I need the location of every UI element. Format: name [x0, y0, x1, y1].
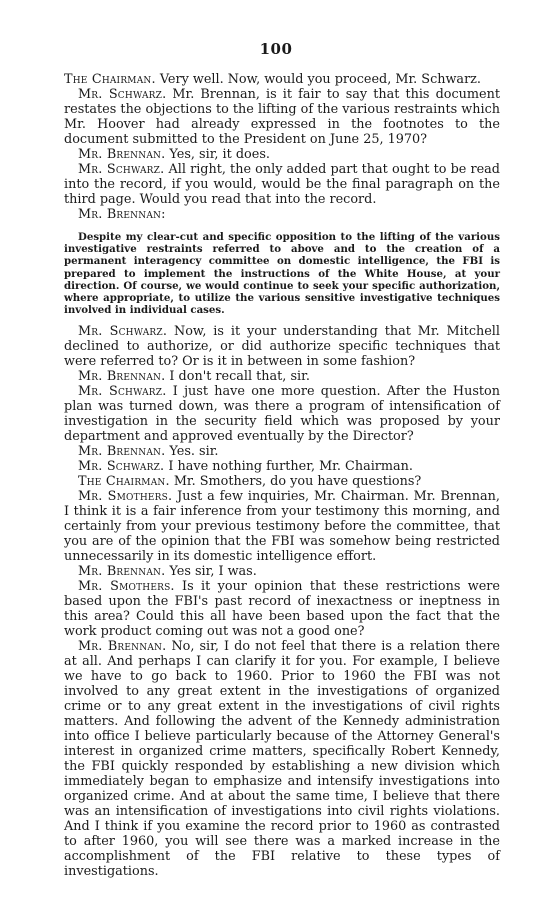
- speaker-name: Mr. Schwarz.: [78, 324, 168, 340]
- paragraph: [64, 474, 500, 489]
- document-body: [64, 72, 500, 879]
- paragraph: [64, 87, 500, 147]
- paragraph-text: All right, the only added part that ought to be read into the record, if you would, would be the final paragraph on the third page. Would you read that into the record.: [64, 162, 500, 207]
- paragraph: [64, 579, 500, 639]
- speaker-name: The Chairman.: [64, 72, 156, 87]
- page-number: 100: [259, 40, 293, 58]
- paragraph-text: I don't recall that, sir.: [165, 369, 310, 385]
- speaker-name: Mr. Brennan.: [78, 369, 166, 385]
- paragraph: [64, 639, 500, 879]
- paragraph: [64, 72, 500, 87]
- speaker-name: Mr. Schwarz.: [78, 384, 167, 400]
- paragraph: [64, 564, 500, 579]
- paragraph-text: Mr. Smothers, do you have questions?: [169, 474, 422, 490]
- paragraph-text: Now, is it your understanding that Mr. Mitchell declined to authorize, or did authorize specific techniques that were referred to? Or is it in between in some fashion?: [64, 324, 500, 370]
- paragraph: [64, 489, 500, 564]
- paragraph: [64, 444, 500, 459]
- paragraph: [64, 207, 500, 222]
- speaker-name: Mr. Smothers.: [78, 579, 175, 595]
- speaker-name: Mr. Schwarz.: [78, 459, 165, 475]
- quoted-passage: Despite my clear-cut and specific opposition to the lifting of the various investigative restraints referred to above and to the creation of a permanent interagency committee on domestic intelligence, the FBI is prepared to implement the instructions of the White House, at your direction. Of course, we would continue to seek your specific authorization, where appropriate, to utilize the various sensitive investigative techniques involved in individual cases.: [64, 231, 500, 317]
- paragraph-text: No, sir, I do not feel that there is a relation there at all. And perhaps I can clarify it for you. For example, I believe we have to go back to 1960. Prior to 1960 the FBI was not involved to any great extent in the investigations of organized crime or to any great extent in the investigations of civil rights matters. And following the advent of the Kennedy administration into office I believe particularly because of the Attorney General's interest in organized crime matters, specifically Robert Kennedy, the FBI quickly responded by establishing a new division which immediately began to emphasize and intensify investigations into organized crime. And at about the same time, I believe that there was an intensification of investigations into civil rights violations. And I think if you examine the record prior to 1960 as contrasted to after 1960, you will see there was a marked increase in the accomplishment of the FBI relative to these types of investigations.: [64, 639, 501, 880]
- paragraph: [64, 459, 500, 474]
- paragraph: [64, 162, 500, 207]
- speaker-name: Mr. Brennan.: [78, 639, 167, 655]
- paragraph: [64, 324, 500, 369]
- paragraph-text: Just a few inquiries, Mr. Chairman. Mr. Brennan, I think it is a fair inference from your testimony this morning, and certainly from your previous testimony before the committee, that you are of the opinion that the FBI was somehow being restricted unnecessarily in its domestic intelligence effort.: [64, 489, 500, 565]
- paragraph: [64, 147, 500, 162]
- speaker-name: Mr. Schwarz.: [78, 162, 165, 177]
- paragraph: [64, 369, 500, 384]
- speaker-name: Mr. Brennan.: [78, 444, 166, 460]
- paragraph-text: Very well. Now, would you proceed, Mr. Schwarz.: [155, 72, 481, 87]
- paragraph-text: Mr. Brennan, is it fair to say that this document restates the objections to the lifting of the various restraints which Mr. Hoover had already expressed in the footnotes to the document submitted to the President on June 25, 1970?: [64, 87, 500, 147]
- speaker-name: Mr. Brennan.: [78, 564, 166, 580]
- paragraph-text: :: [161, 207, 166, 222]
- paragraph-text: Yes. sir.: [165, 444, 219, 460]
- paragraph-text: Yes sir, I was.: [165, 564, 257, 580]
- paragraph-text: Yes, sir, it does.: [165, 147, 270, 162]
- speaker-name: Mr. Smothers.: [78, 489, 173, 505]
- speaker-name: The Chairman.: [78, 474, 170, 490]
- speaker-name: Mr. Brennan.: [78, 147, 166, 162]
- paragraph-text: I just have one more question. After the Huston plan was turned down, was there a program of intensification of investigation in the security field which was proposed by your department and approved eventually by the Director?: [64, 384, 500, 445]
- paragraph: [64, 384, 500, 444]
- speaker-name: Mr. Brennan: [78, 207, 162, 222]
- speaker-name: Mr. Schwarz.: [78, 87, 167, 102]
- paragraph-text: Is it your opinion that these restrictions were based upon the FBI's past record of inexactness or ineptness in this area? Could this all have been based upon the fact that the work product coming out was not a good one?: [64, 579, 500, 640]
- paragraph-text: I have nothing further, Mr. Chairman.: [164, 459, 413, 475]
